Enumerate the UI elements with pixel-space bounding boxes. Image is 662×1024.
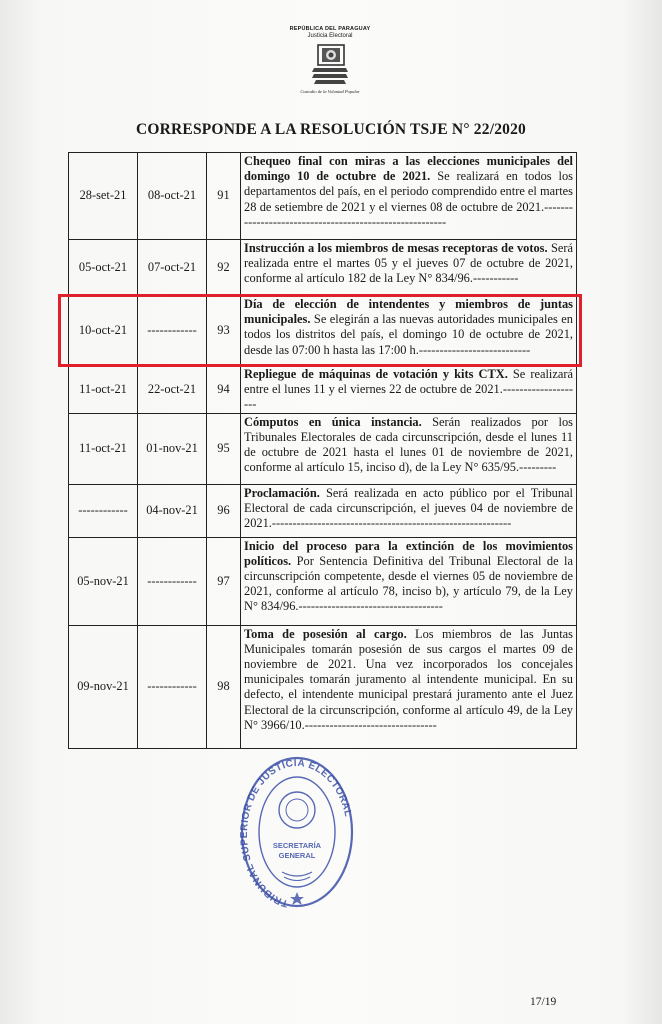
- activity-detail: Por Sentencia Definitiva del Tribunal Electoral de la circunscripción competente, desde el viernes 05 de noviembre de 2021, conforme al artículo 78, inciso b), y artículo 79, de la Ley N° 834/96.-----------------------------------: [244, 553, 573, 614]
- activity-title: Proclamación.: [244, 485, 320, 500]
- activity-detail: Será realizada en acto público por el Tribunal Electoral de cada circunscripción, el jueves 04 de noviembre de 2021.----------------------------------------------------------: [244, 485, 573, 531]
- end-date-cell: 07-oct-21: [138, 240, 207, 296]
- activity-title: Toma de posesión al cargo.: [244, 626, 407, 641]
- description-cell: [241, 296, 577, 366]
- description-cell: [241, 484, 577, 537]
- stamp-general-text: GENERAL: [278, 851, 316, 860]
- activity-detail: Se realizará entre el lunes 11 y el viernes 22 de octubre de 2021.--------------------: [244, 367, 573, 412]
- item-number-cell: 97: [207, 537, 241, 625]
- start-date-cell: 28-set-21: [69, 153, 138, 240]
- description-cell: [241, 153, 577, 240]
- description-cell: [241, 537, 577, 625]
- document-title: CORRESPONDE A LA RESOLUCIÓN TSJE N° 22/2020: [135, 121, 527, 138]
- description-cell: [241, 625, 577, 748]
- activity-title: Repliegue de máquinas de votación y kits CTX.: [244, 367, 508, 381]
- end-date-cell: ------------: [138, 625, 207, 748]
- activity-title: Día de elección de intendentes y miembros de juntas municipales.: [244, 297, 573, 327]
- start-date-cell: 05-oct-21: [69, 240, 138, 296]
- start-date-cell: ------------: [69, 484, 138, 537]
- description-cell: [241, 366, 577, 414]
- item-number-cell: 95: [207, 413, 241, 484]
- item-number-cell: 92: [207, 240, 241, 296]
- table-row: [69, 484, 577, 537]
- logo-country-text: REPÚBLICA DEL PARAGUAY: [289, 26, 371, 32]
- activity-title: Instrucción a los miembros de mesas receptoras de votos.: [244, 241, 548, 255]
- description-cell: [241, 240, 577, 296]
- logo-institution-text: Justicia Electoral: [307, 33, 353, 39]
- table-row: [69, 625, 577, 748]
- start-date-cell: 05-nov-21: [69, 537, 138, 625]
- start-date-cell: 11-oct-21: [69, 366, 138, 414]
- ballot-box-emblem-icon: [308, 42, 352, 88]
- end-date-cell: ------------: [138, 296, 207, 366]
- table-row: [69, 537, 577, 625]
- item-number-cell: 93: [207, 296, 241, 366]
- table-row: [69, 413, 577, 484]
- table-row: [69, 153, 577, 240]
- electoral-calendar-table: [68, 152, 577, 749]
- justicia-electoral-logo: [270, 26, 390, 106]
- start-date-cell: 11-oct-21: [69, 413, 138, 484]
- svg-text:TRIBUNAL SUPERIOR DE JUSTICIA: [239, 758, 353, 909]
- activity-detail: Los miembros de las Juntas Municipales tomarán posesión de sus cargos el martes 09 de noviembre de 2021. Una vez incorporados los concejales municipales tomarán juramento al intendente municipal. En su defecto, el intendente municipal prestará juramento ante el Juez Electoral de la circunscripción, conforme al artículo 49, de la Ley N° 3966/10.--------------------------------: [244, 626, 573, 732]
- table-row: [69, 296, 577, 366]
- end-date-cell: 01-nov-21: [138, 413, 207, 484]
- activity-detail: Serán realizados por los Tribunales Electorales de cada circunscripción, desde el lunes 11 de octubre de 2021 hasta el lunes 01 de noviembre de 2021, conforme al artículo 15, inciso d), de la Ley N° 635/95.---------: [244, 414, 573, 475]
- table-row: [69, 366, 577, 414]
- item-number-cell: 91: [207, 153, 241, 240]
- star-icon: [290, 892, 304, 905]
- description-cell: [241, 413, 577, 484]
- activity-title: Cómputos en única instancia.: [244, 414, 422, 429]
- activity-title: Chequeo final con miras a las elecciones municipales del domingo 10 de octubre de 2021.: [244, 154, 573, 184]
- start-date-cell: 10-oct-21: [69, 296, 138, 366]
- end-date-cell: 04-nov-21: [138, 484, 207, 537]
- official-seal-stamp: [238, 752, 356, 912]
- item-number-cell: 98: [207, 625, 241, 748]
- activity-detail: Será realizada entre el martes 05 y el jueves 07 de octubre de 2021, conforme al artículo 182 de la Ley N° 834/96.-----------: [244, 241, 573, 286]
- end-date-cell: 22-oct-21: [138, 366, 207, 414]
- table-row: [69, 240, 577, 296]
- item-number-cell: 96: [207, 484, 241, 537]
- logo-motto-text: Custodio de la Voluntad Popular: [300, 89, 360, 94]
- stamp-department-text: SECRETARÍA: [272, 841, 322, 850]
- end-date-cell: 08-oct-21: [138, 153, 207, 240]
- start-date-cell: 09-nov-21: [69, 625, 138, 748]
- activity-title: Inicio del proceso para la extinción de los movimientos políticos.: [244, 538, 573, 568]
- stamp-ring-text: TRIBUNAL SUPERIOR DE JUSTICIA ELECTORAL: [238, 757, 354, 909]
- end-date-cell: ------------: [138, 537, 207, 625]
- activity-detail: Se realizará en todos los departamentos del país, en el periodo comprendido entre el martes 28 de setiembre de 2021 y el viernes 08 de octubre de 2021.--------------------------------------------------------: [244, 169, 573, 229]
- item-number-cell: 94: [207, 366, 241, 414]
- activity-detail: Se elegirán a las nuevas autoridades municipales en todos los distritos del país, el domingo 10 de octubre de 2021, desde las 07:00 h hasta las 17:00 h.---------------------------: [244, 312, 573, 357]
- page-number: 17/19: [530, 996, 557, 1008]
